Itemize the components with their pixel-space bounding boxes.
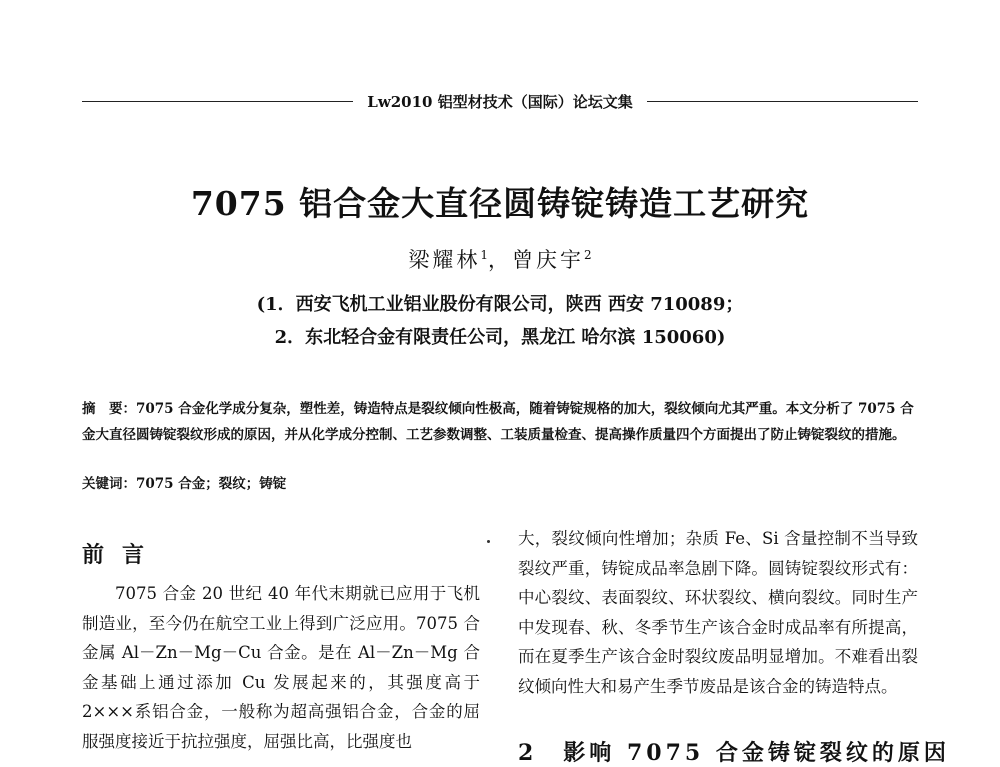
author-line xyxy=(0,244,1000,274)
right-column xyxy=(518,524,918,701)
header-rule-left xyxy=(82,101,353,102)
affiliation-line: (1．西安飞机工业铝业股份有限公司，陕西 西安 710089； xyxy=(256,294,744,315)
abstract-label: 摘 要： xyxy=(82,401,136,417)
author-affil-mark: 1 xyxy=(480,248,488,262)
header-rule-right xyxy=(647,101,918,102)
section-heading: 2 影响 7075 合金铸锭裂纹的原因 xyxy=(518,740,950,766)
body-paragraph: 7075 合金 20 世纪 40 年代末期就已应用于飞机制造业，至今仍在航空工业上得到广泛应用。7075 合金属 Al－Zn－Mg－Cu 合金。是在 Al－Zn－Mg 合金基础上通过添加 Cu 发展起来的，其强度高于 2×××系铝合金，一般称为超高强铝合金，合金的屈服强度接近于抗拉强度，屈强比高，比强度也 xyxy=(82,584,480,751)
author-affil-mark: 2 xyxy=(584,248,592,262)
left-column xyxy=(82,538,480,756)
paper-title: 7075 铝合金大直径圆铸锭铸造工艺研究 xyxy=(190,184,810,223)
keywords-text: 7075 合金；裂纹；铸锭 xyxy=(136,476,287,492)
abstract xyxy=(82,396,918,448)
body-paragraph: 大，裂纹倾向性增加；杂质 Fe、Si 含量控制不当导致裂纹严重，铸锭成品率急剧下降。圆铸锭裂纹形式有：中心裂纹、表面裂纹、环状裂纹、横向裂纹。同时生产中发现春、秋、冬季节生产该合金时成品率有所提高，而在夏季生产该合金时裂纹废品明显增加。不难看出裂纹倾向性大和易产生季节废品是该合金的铸造特点。 xyxy=(518,529,918,696)
keywords xyxy=(82,472,918,492)
header-text: Lw2010 铝型材技术（国际）论坛文集 xyxy=(367,93,633,111)
keywords-label: 关键词： xyxy=(82,476,136,492)
running-header xyxy=(82,91,918,112)
author-separator: ， xyxy=(488,248,512,272)
affiliation-line: 2．东北轻合金有限责任公司，黑龙江 哈尔滨 150060) xyxy=(274,327,726,348)
author-name: 梁耀林 xyxy=(408,248,481,272)
abstract-text: 7075 合金化学成分复杂，塑性差，铸造特点是裂纹倾向性极高，随着铸锭规格的加大，裂纹倾向尤其严重。本文分析了 7075 合金大直径圆铸锭裂纹形成的原因，并从化学成分控制、工艺参数调整、工装质量检查、提高操作质量四个方面提出了防止铸锭裂纹的措施。 xyxy=(82,401,914,443)
author-name: 曾庆宇 xyxy=(512,248,584,272)
stray-dot xyxy=(487,540,490,543)
section-heading: 前言 xyxy=(82,542,163,568)
